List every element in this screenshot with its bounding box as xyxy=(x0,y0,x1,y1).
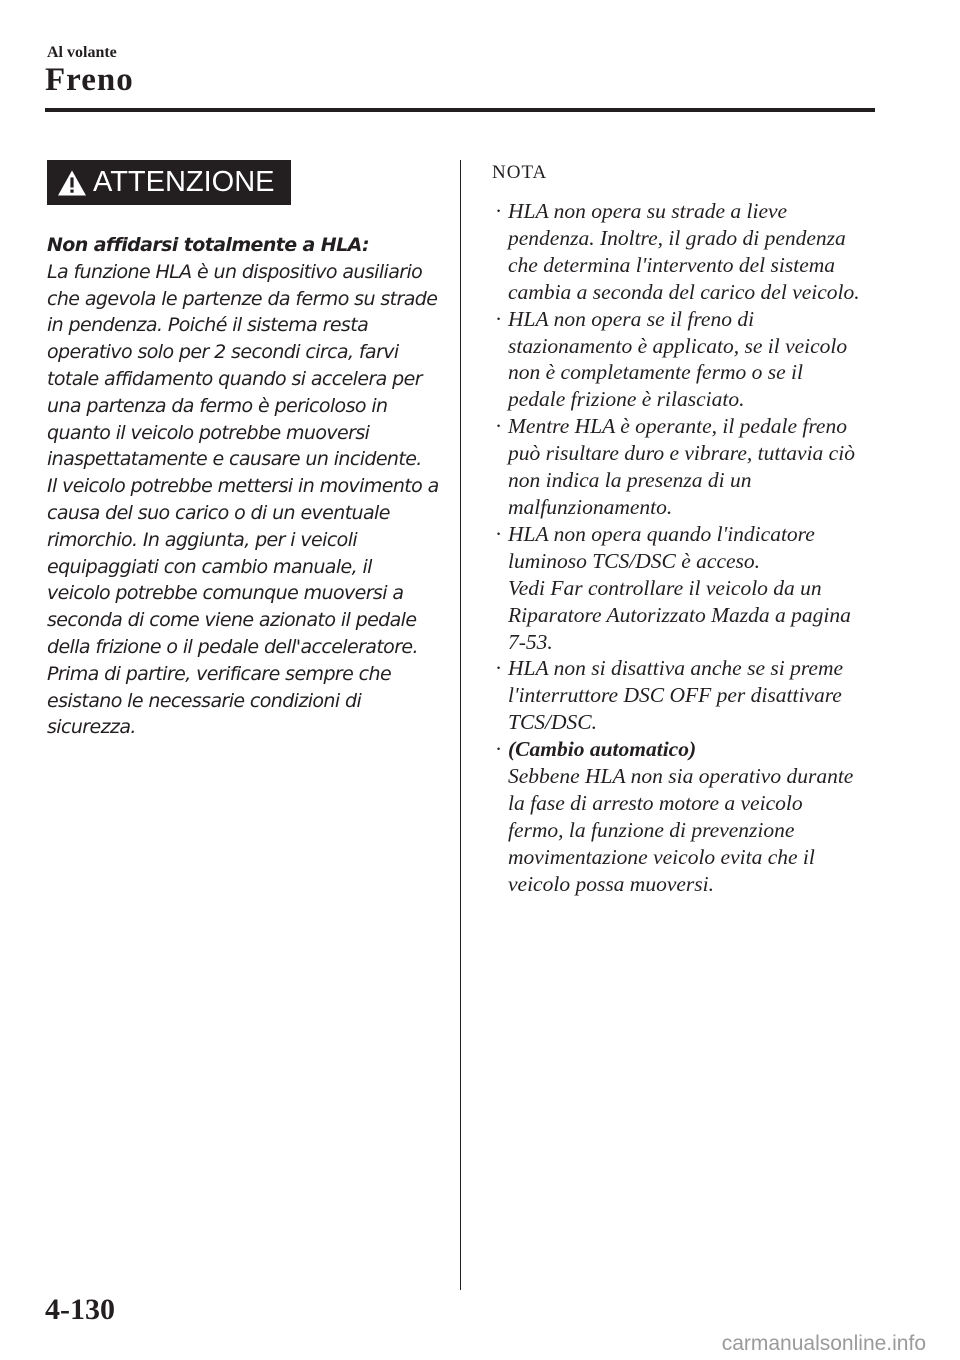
note-line: Vedi Far controllare il veicolo da un xyxy=(508,575,822,600)
watermark: carmanualsonline.info xyxy=(721,1332,926,1355)
column-divider xyxy=(460,160,461,1290)
warning-line: equipaggiati con cambio manuale, il xyxy=(47,555,372,578)
note-line: malfunzionamento. xyxy=(508,494,673,519)
note-line: HLA non opera su strade a lieve xyxy=(508,199,788,223)
note-subheading: (Cambio automatico) xyxy=(508,737,697,762)
warning-line: totale affidamento quando si accelera per xyxy=(47,367,422,390)
warning-line: causa del suo carico o di un eventuale xyxy=(47,501,390,524)
note-item xyxy=(492,655,892,736)
note-line: Sebbene HLA non sia operativo durante xyxy=(508,764,854,789)
warning-line: che agevola le partenze da fermo su strade xyxy=(47,287,438,310)
warning-line: della frizione o il pedale dell'acceleratore. xyxy=(47,635,418,658)
note-line: non è completamente fermo o se il xyxy=(508,360,803,385)
note-item xyxy=(492,413,892,521)
page-number: 4-130 xyxy=(45,1293,115,1326)
note-line: TCS/DSC. xyxy=(508,710,598,735)
warning-line: esistano le necessarie condizioni di xyxy=(47,689,362,712)
bullet-dot-icon: · xyxy=(495,656,503,681)
warning-line: una partenza da fermo è pericoloso in xyxy=(47,394,388,417)
note-line: stazionamento è applicato, se il veicolo xyxy=(508,333,848,358)
warning-banner xyxy=(47,160,291,205)
bullet-dot-icon: · xyxy=(495,737,503,762)
chapter-title: Freno xyxy=(45,62,134,98)
note-item xyxy=(492,306,892,414)
note-line: HLA non si disattiva anche se si preme xyxy=(508,656,844,681)
note-line: cambia a seconda del carico del veicolo. xyxy=(508,279,860,304)
warning-line: Il veicolo potrebbe mettersi in movimento a xyxy=(47,475,439,498)
warning-body xyxy=(47,232,442,741)
note-line: la fase di arresto motore a veicolo xyxy=(508,790,803,815)
note-line: HLA non opera quando l'indicatore xyxy=(508,521,815,546)
note-line: veicolo possa muoversi. xyxy=(508,871,715,896)
note-line: movimentazione veicolo evita che il xyxy=(508,844,815,869)
warning-line: sicurezza. xyxy=(47,716,136,739)
warning-line: inaspettatamente e causare un incidente. xyxy=(47,448,422,471)
note-item xyxy=(492,521,892,656)
warning-line: veicolo potrebbe comunque muoversi a xyxy=(47,582,404,605)
note-line: 7-53. xyxy=(508,629,553,654)
header-rule xyxy=(45,108,875,112)
note-line: l'interruttore DSC OFF per disattivare xyxy=(508,683,842,708)
warning-line: La funzione HLA è un dispositivo ausiliario xyxy=(47,260,423,283)
note-line: pendenza. Inoltre, il grado di pendenza xyxy=(508,225,846,250)
bullet-dot-icon: · xyxy=(495,199,503,223)
note-line: pedale frizione è rilasciato. xyxy=(508,387,745,412)
warning-label: ATTENZIONE xyxy=(93,166,275,198)
bullet-dot-icon: · xyxy=(495,414,503,439)
note-line: Mentre HLA è operante, il pedale freno xyxy=(508,414,847,439)
note-line: luminoso TCS/DSC è acceso. xyxy=(508,548,761,573)
note-list xyxy=(492,198,892,898)
note-line: può risultare duro e vibrare, tuttavia ciò xyxy=(508,441,855,466)
note-label: NOTA xyxy=(492,162,548,183)
warning-triangle-icon xyxy=(57,169,87,197)
note-line: non indica la presenza di un xyxy=(508,468,752,493)
bullet-dot-icon: · xyxy=(495,306,503,331)
warning-line: in pendenza. Poiché il sistema resta xyxy=(47,314,369,337)
note-line: Riparatore Autorizzato Mazda a pagina xyxy=(508,602,851,627)
bullet-dot-icon: · xyxy=(495,521,503,546)
note-item xyxy=(492,736,892,897)
section-label: Al volante xyxy=(47,44,117,61)
warning-line: operativo solo per 2 secondi circa, farvi xyxy=(47,341,399,364)
warning-line: quanto il veicolo potrebbe muoversi xyxy=(47,421,370,444)
note-item xyxy=(492,198,892,306)
note-line: HLA non opera se il freno di xyxy=(508,306,755,331)
warning-heading: Non affidarsi totalmente a HLA: xyxy=(47,234,370,256)
note-line: fermo, la funzione di prevenzione xyxy=(508,817,795,842)
warning-line: Prima di partire, verificare sempre che xyxy=(47,662,392,685)
warning-line: rimorchio. In aggiunta, per i veicoli xyxy=(47,528,358,551)
note-line: che determina l'intervento del sistema xyxy=(508,252,836,277)
warning-line: seconda di come viene azionato il pedale xyxy=(47,609,417,632)
